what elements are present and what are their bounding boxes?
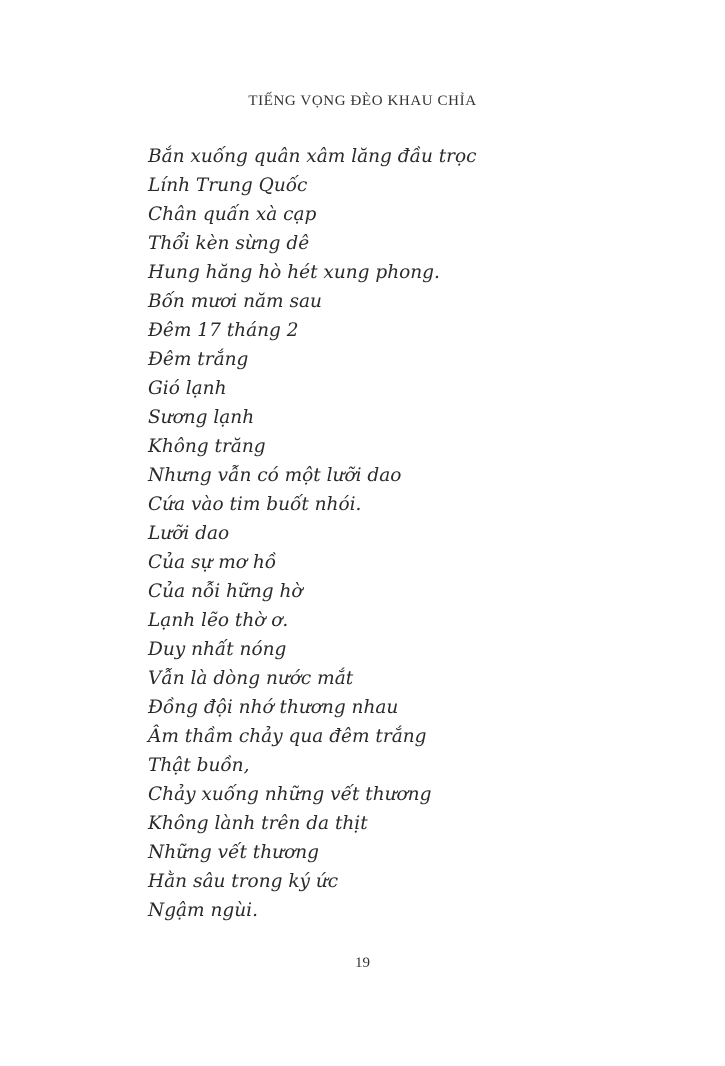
poem-line: Gió lạnh	[148, 378, 227, 399]
poem-text	[148, 142, 477, 925]
poem-line: Nhưng vẫn có một lưỡi dao	[148, 465, 402, 486]
poem-line: Vẫn là dòng nước mắt	[148, 668, 354, 689]
poem-line: Thật buồn,	[148, 755, 250, 776]
poem-line: Sương lạnh	[148, 407, 255, 428]
poem-line: Duy nhất nóng	[148, 639, 287, 660]
poem-line: Bắn xuống quân xâm lăng đầu trọc	[148, 146, 477, 167]
poem-line: Cứa vào tim buốt nhói.	[148, 494, 362, 515]
running-header: TIẾNG VỌNG ĐÈO KHAU CHỈA	[248, 93, 477, 109]
poem-line: Của nỗi hững hờ	[148, 581, 303, 602]
poem-line: Không trăng	[148, 436, 266, 457]
poem-line: Lính Trung Quốc	[148, 175, 308, 196]
poem-line: Chân quấn xà cạp	[148, 204, 317, 225]
poem-line: Lạnh lẽo thờ ơ.	[148, 610, 289, 631]
poem-line: Ngậm ngùi.	[148, 900, 258, 921]
poem-line: Âm thầm chảy qua đêm trắng	[148, 726, 427, 747]
poem-line: Đêm 17 tháng 2	[148, 320, 299, 341]
poem-line: Hung hăng hò hét xung phong.	[148, 262, 440, 283]
poem-line: Chảy xuống những vết thương	[148, 784, 432, 805]
poem-line: Lưỡi dao	[148, 523, 230, 544]
poem-line: Đêm trắng	[148, 349, 249, 370]
poem-line: Hằn sâu trong ký ức	[148, 871, 339, 892]
poem-line: Đồng đội nhớ thương nhau	[148, 697, 399, 718]
poem-line: Của sự mơ hồ	[148, 552, 277, 573]
poem-line: Bốn mươi năm sau	[148, 291, 322, 312]
poem-line: Không lành trên da thịt	[148, 813, 368, 834]
page-number: 19	[355, 955, 370, 971]
poem-line: Thổi kèn sừng dê	[148, 233, 310, 254]
poem-line: Những vết thương	[148, 842, 319, 863]
